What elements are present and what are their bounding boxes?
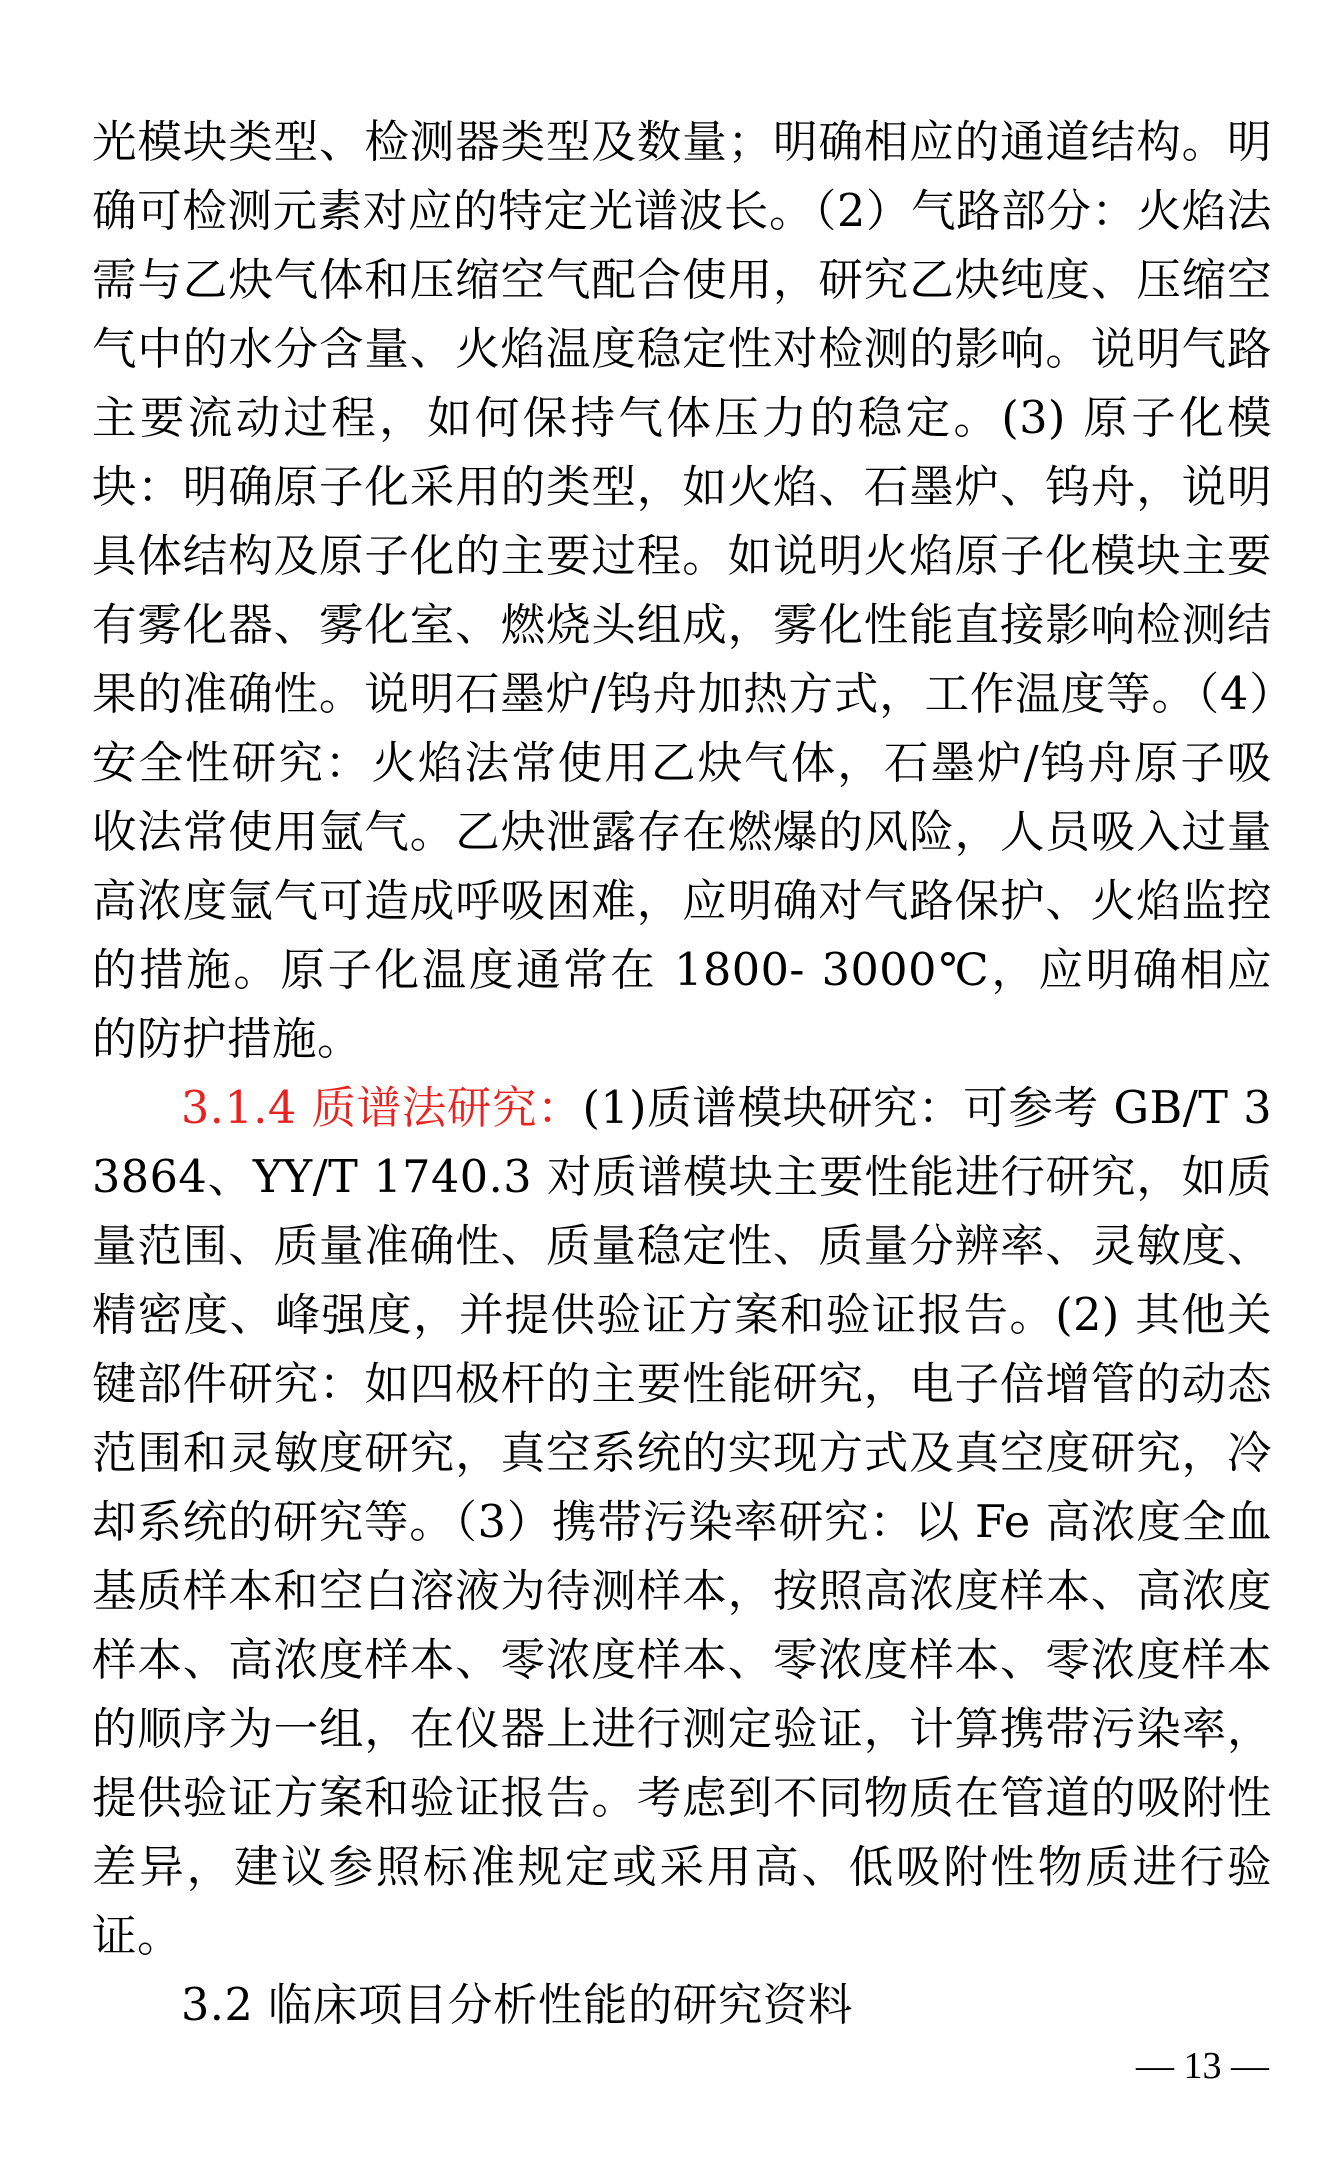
section-heading-3-2: 3.2 临床项目分析性能的研究资料 (181, 1980, 853, 2031)
document-body (92, 108, 1272, 2040)
paragraph-mass-spectrometry (92, 1074, 1272, 1971)
paragraph-spectrometer-continued: 光模块类型、检测器类型及数量；明确相应的通道结构。明确可检测元素对应的特定光谱波长。（2）气路部分：火焰法需与乙炔气体和压缩空气配合使用，研究乙炔纯度、压缩空气中的水分含量、火焰温度稳定性对检测的影响。说明气路主要流动过程，如何保持气体压力的稳定。(3) 原子化模块：明确原子化采用的类型，如火焰、石墨炉、钨舟，说明具体结构及原子化的主要过程。如说明火焰原子化模块主要有雾化器、雾化室、燃烧头组成，雾化性能直接影响检测结果的准确性。说明石墨炉/钨舟加热方式，工作温度等。（4）安全性研究：火焰法常使用乙炔气体，石墨炉/钨舟原子吸收法常使用氩气。乙炔泄露存在燃爆的风险，人员吸入过量高浓度氩气可造成呼吸困难，应明确对气路保护、火焰监控的措施。原子化温度通常在 1800- 3000℃，应明确相应的防护措施。 (92, 117, 1272, 1065)
section-body-3-1-4: (1)质谱模块研究：可参考 GB/T 33864、YY/T 1740.3 对质谱模块主要性能进行研究，如质量范围、质量准确性、质量稳定性、质量分辨率、灵敏度、精密度、峰强度，并提供验证方案和验证报告。(2) 其他关键部件研究：如四极杆的主要性能研究，电子倍增管的动态范围和灵敏度研究，真空系统的实现方式及真空度研究，冷却系统的研究等。（3）携带污染率研究：以 Fe 高浓度全血基质样本和空白溶液为待测样本，按照高浓度样本、高浓度样本、高浓度样本、零浓度样本、零浓度样本、零浓度样本的顺序为一组，在仪器上进行测定验证，计算携带污染率，提供验证方案和验证报告。考虑到不同物质在管道的吸附性差异，建议参照标准规定或采用高、低吸附性物质进行验证。 (92, 1083, 1273, 1962)
section-heading-3-1-4: 3.1.4 质谱法研究： (181, 1083, 583, 1134)
page-number: — 13 — (1136, 2045, 1269, 2087)
